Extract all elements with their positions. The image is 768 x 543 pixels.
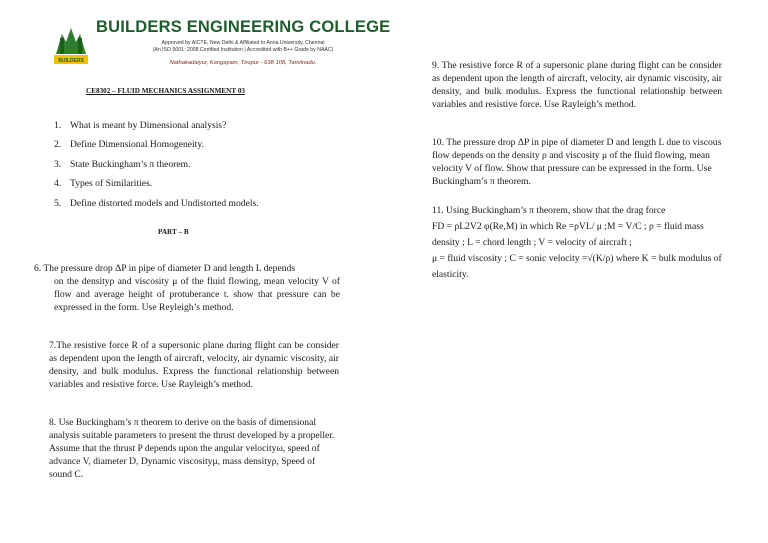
question-10: 10. The pressure drop ΔP in pipe of diameter D and length L due to viscous flow depends on the density ρ and viscosity μ of the fluid flowing, mean velocity V of flow. Show that pressure can be expressed in the form. Use Buckingham’s π theorem.: [432, 137, 722, 187]
part-b-heading: PART – B: [158, 228, 189, 236]
question-7: 7.The resistive force R of a supersonic plane during flight can be consider as dependent upon the length of aircraft, velocity, air dynamic viscosity, air density, and bulk modulus. Express the functional relationship between variables and resistive force. Use Rayleigh’s method.: [49, 340, 339, 390]
list-item: 4. Types of Similarities.: [54, 178, 153, 190]
assignment-title: CE8302 – FLUID MECHANICS ASSIGNMENT 03: [86, 87, 246, 95]
college-name: BUILDERS ENGINEERING COLLEGE: [96, 18, 391, 36]
question-11: 11. Using Buckingham’s π theorem, show that the drag force FD = ρL2V2 φ(Re,M) in which Re =ρVL/ μ ;M = V/C ; ρ = fluid mass density ; L = chord length ; V = velocity of aircraft ; μ = fluid viscosity ; C = sonic velocity =√(K/ρ) where K = bulk modulus of elasticity.: [432, 205, 722, 280]
college-header: [52, 18, 391, 70]
svg-text:BUILDERS: BUILDERS: [58, 58, 84, 64]
question-6: 6. The pressure drop ΔP in pipe of diameter D and length L depends on the densityρ and viscosity μ of the fluid flowing, mean velocity V of flow and average height of protuberance t. show that pressure can be expressed in the form. Use Reyleigh’s method.: [34, 263, 340, 313]
list-item: 2. Define Dimensional Homogeneity.: [54, 139, 204, 151]
question-8: 8. Use Buckingham’s π theorem to derive on the basis of dimensional analysis suitable parameters to present the thrust developed by a propeller. Assume that the thrust P depends upon the angular velocityω, speed of advance V, diameter D, Dynamic viscosityμ, mass densityρ, Speed of sound C.: [49, 417, 335, 480]
list-item: 1. What is meant by Dimensional analysis?: [54, 120, 227, 131]
approval-text: Approved by AICTE, New Delhi & Affiliated to Anna University, Chennai (An ISO 9001: 2008 Certified Institution | Accredited with B++ Grade by NAAC): [152, 40, 334, 53]
question-9: 9. The resistive force R of a supersonic plane during flight can be consider as dependent upon the length of aircraft, velocity, air dynamic viscosity, air density, and bulk modulus. Express the functional relationship between variables and resistive force. Use Rayleigh’s method.: [432, 60, 722, 110]
college-logo-icon: [52, 20, 90, 68]
list-item: 5. Define distorted models and Undistorted models.: [54, 197, 259, 209]
college-address: Nathakadaiyur, Kangayam, Tirupur - 638 108, Tamilnadu.: [169, 60, 317, 66]
list-item: 3. State Buckingham’s π theorem.: [54, 158, 191, 170]
part-a-list: [54, 116, 259, 213]
